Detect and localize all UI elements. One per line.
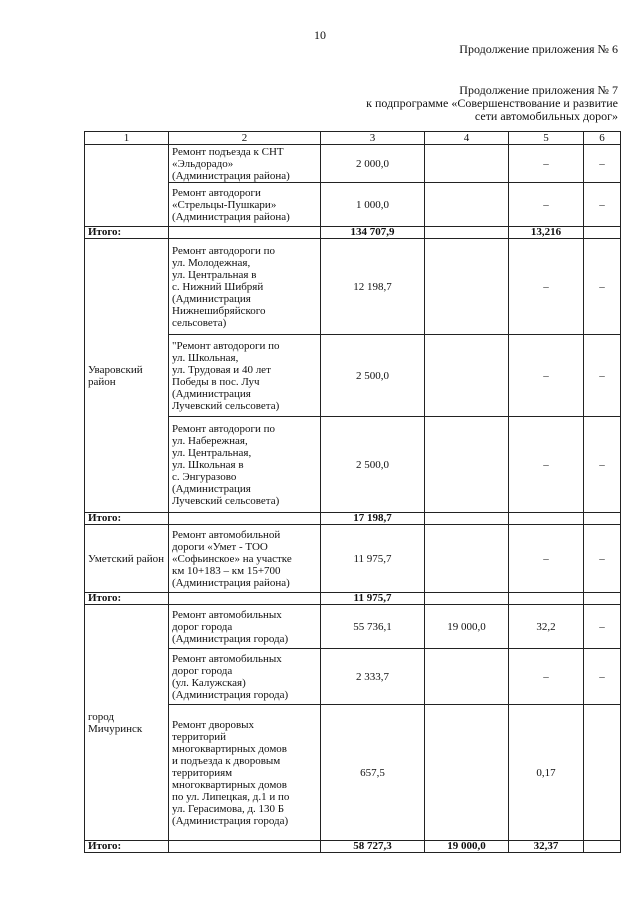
description-line: по ул. Липецкая, д.1 и по	[172, 790, 290, 803]
total-label: Итого:	[85, 227, 169, 239]
region-cell	[85, 145, 169, 227]
header-cell-4: 4	[425, 132, 509, 145]
value-cell-col3: 1 000,0	[321, 183, 425, 227]
description-line: Ремонт автомобильных	[172, 652, 282, 665]
description-line: (Администрация	[172, 482, 251, 495]
description-line: многоквартирных домов	[172, 742, 287, 755]
description-cell	[169, 605, 321, 649]
total-label: Итого:	[85, 841, 169, 853]
funding-table	[84, 131, 621, 853]
page-number: 10	[314, 28, 326, 42]
value-cell-col6: –	[584, 145, 621, 183]
description-line: (Администрация	[172, 292, 251, 305]
description-cell	[169, 649, 321, 705]
description-line: дорог города	[172, 620, 233, 633]
total-value-col4	[425, 513, 509, 525]
region-cell: Уметский район	[85, 525, 169, 593]
value-cell-col6: –	[584, 239, 621, 335]
total-value-col5	[509, 593, 584, 605]
description-line: (Администрация города)	[172, 632, 289, 645]
description-line: (Администрация города)	[172, 688, 289, 701]
table-row	[85, 525, 621, 593]
value-cell-col4	[425, 705, 509, 841]
header-row	[85, 132, 621, 145]
total-value-col6	[584, 593, 621, 605]
table-body	[85, 145, 621, 853]
description-line: ул. Трудовая и 40 лет	[172, 363, 271, 376]
header-cell-2: 2	[169, 132, 321, 145]
value-cell-col4	[425, 239, 509, 335]
description-line: Нижнешибряйского	[172, 304, 266, 317]
total-row	[85, 513, 621, 525]
value-cell-col5: 32,2	[509, 605, 584, 649]
description-line: Ремонт автодороги по	[172, 422, 276, 435]
value-cell-col4	[425, 649, 509, 705]
total-empty-cell	[169, 841, 321, 853]
description-line: ул. Герасимова, д. 130 Б	[172, 802, 285, 815]
total-empty-cell	[169, 593, 321, 605]
description-line: «Стрельцы-Пушкари»	[172, 198, 277, 211]
description-line: ул. Центральная в	[172, 268, 257, 281]
description-line: ул. Школьная в	[172, 458, 244, 471]
description-line: (Администрация района)	[172, 210, 290, 223]
description-line: Ремонт подъезда к СНТ	[172, 145, 284, 158]
total-value-col5: 13,216	[509, 227, 584, 239]
description-line: Ремонт автодороги по	[172, 244, 276, 257]
total-value-col6	[584, 513, 621, 525]
description-line: с. Нижний Шибряй	[172, 280, 264, 293]
total-value-col5	[509, 513, 584, 525]
total-value-col4: 19 000,0	[425, 841, 509, 853]
total-value-col5: 32,37	[509, 841, 584, 853]
value-cell-col5: –	[509, 335, 584, 417]
table-row	[85, 239, 621, 335]
value-cell-col5: –	[509, 649, 584, 705]
description-line: км 10+183 – км 15+700	[172, 564, 281, 577]
description-line: Лучевский сельсовета)	[172, 399, 280, 412]
header-cell-5: 5	[509, 132, 584, 145]
description-line: (ул. Калужская)	[172, 676, 246, 689]
value-cell-col3: 2 500,0	[321, 417, 425, 513]
description-line: дорог города	[172, 664, 233, 677]
total-value-col4	[425, 593, 509, 605]
description-line: (Администрация	[172, 387, 251, 400]
header-cell-1: 1	[85, 132, 169, 145]
description-line: ул. Школьная,	[172, 351, 239, 364]
value-cell-col6: –	[584, 525, 621, 593]
description-cell	[169, 145, 321, 183]
value-cell-col6: –	[584, 605, 621, 649]
description-line: «Эльдорадо»	[172, 157, 234, 170]
description-line: Ремонт дворовых	[172, 718, 255, 731]
description-cell	[169, 183, 321, 227]
description-line: Лучевский сельсовета)	[172, 494, 280, 507]
description-line: Ремонт автодороги	[172, 186, 261, 199]
value-cell-col3: 11 975,7	[321, 525, 425, 593]
description-cell	[169, 335, 321, 417]
total-value-col3: 11 975,7	[321, 593, 425, 605]
value-cell-col4	[425, 145, 509, 183]
description-line: многоквартирных домов	[172, 778, 287, 791]
description-line: (Администрация района)	[172, 169, 290, 182]
appendix-7-line2: к подпрограмме «Совершенствование и развитие	[366, 96, 618, 110]
description-cell	[169, 525, 321, 593]
description-line: Ремонт автомобильной	[172, 528, 281, 541]
value-cell-col3: 12 198,7	[321, 239, 425, 335]
table-row	[85, 145, 621, 183]
total-label: Итого:	[85, 593, 169, 605]
description-line: «Софьинское» на участке	[172, 552, 292, 565]
total-value-col3: 17 198,7	[321, 513, 425, 525]
total-value-col3: 134 707,9	[321, 227, 425, 239]
total-empty-cell	[169, 513, 321, 525]
value-cell-col4	[425, 417, 509, 513]
description-line: территорий	[172, 730, 227, 743]
description-line: и подъезда к дворовым	[172, 754, 281, 767]
total-row	[85, 593, 621, 605]
value-cell-col6	[584, 705, 621, 841]
region-cell: город Мичуринск	[85, 605, 169, 841]
value-cell-col5: –	[509, 525, 584, 593]
total-label: Итого:	[85, 513, 169, 525]
appendix-7-heading	[366, 84, 618, 123]
total-empty-cell	[169, 227, 321, 239]
value-cell-col4	[425, 335, 509, 417]
header-cell-6: 6	[584, 132, 621, 145]
value-cell-col4: 19 000,0	[425, 605, 509, 649]
value-cell-col5: –	[509, 145, 584, 183]
total-value-col4	[425, 227, 509, 239]
description-line: (Администрация города)	[172, 814, 289, 827]
description-line: ул. Молодежная,	[172, 256, 251, 269]
description-cell	[169, 705, 321, 841]
value-cell-col5: 0,17	[509, 705, 584, 841]
description-line: Ремонт автомобильных	[172, 608, 282, 621]
value-cell-col5: –	[509, 183, 584, 227]
value-cell-col6: –	[584, 183, 621, 227]
value-cell-col3: 657,5	[321, 705, 425, 841]
value-cell-col5: –	[509, 239, 584, 335]
value-cell-col3: 55 736,1	[321, 605, 425, 649]
value-cell-col3: 2 333,7	[321, 649, 425, 705]
description-line: сельсовета)	[172, 316, 227, 329]
description-cell	[169, 417, 321, 513]
value-cell-col3: 2 000,0	[321, 145, 425, 183]
description-line: дороги «Умет - ТОО	[172, 540, 268, 553]
appendix-7-line3: сети автомобильных дорог»	[474, 109, 618, 123]
total-value-col3: 58 727,3	[321, 841, 425, 853]
value-cell-col4	[425, 525, 509, 593]
region-cell: Уваровский район	[85, 239, 169, 513]
total-value-col6	[584, 227, 621, 239]
value-cell-col6: –	[584, 417, 621, 513]
description-line: ул. Центральная,	[172, 446, 252, 459]
total-row	[85, 227, 621, 239]
appendix-6-continuation: Продолжение приложения № 6	[459, 42, 618, 56]
description-line: ул. Набережная,	[172, 434, 248, 447]
value-cell-col6: –	[584, 649, 621, 705]
description-line: территориям	[172, 766, 233, 779]
value-cell-col4	[425, 183, 509, 227]
header-cell-3: 3	[321, 132, 425, 145]
description-line: (Администрация района)	[172, 576, 290, 589]
description-line: Победы в пос. Луч	[172, 375, 260, 388]
total-row	[85, 841, 621, 853]
description-line: "Ремонт автодороги по	[172, 339, 280, 352]
value-cell-col5: –	[509, 417, 584, 513]
description-cell	[169, 239, 321, 335]
value-cell-col3: 2 500,0	[321, 335, 425, 417]
description-line: с. Энгуразово	[172, 470, 237, 483]
appendix-7-line1: Продолжение приложения № 7	[459, 83, 618, 97]
total-value-col6	[584, 841, 621, 853]
value-cell-col6: –	[584, 335, 621, 417]
table-row	[85, 605, 621, 649]
